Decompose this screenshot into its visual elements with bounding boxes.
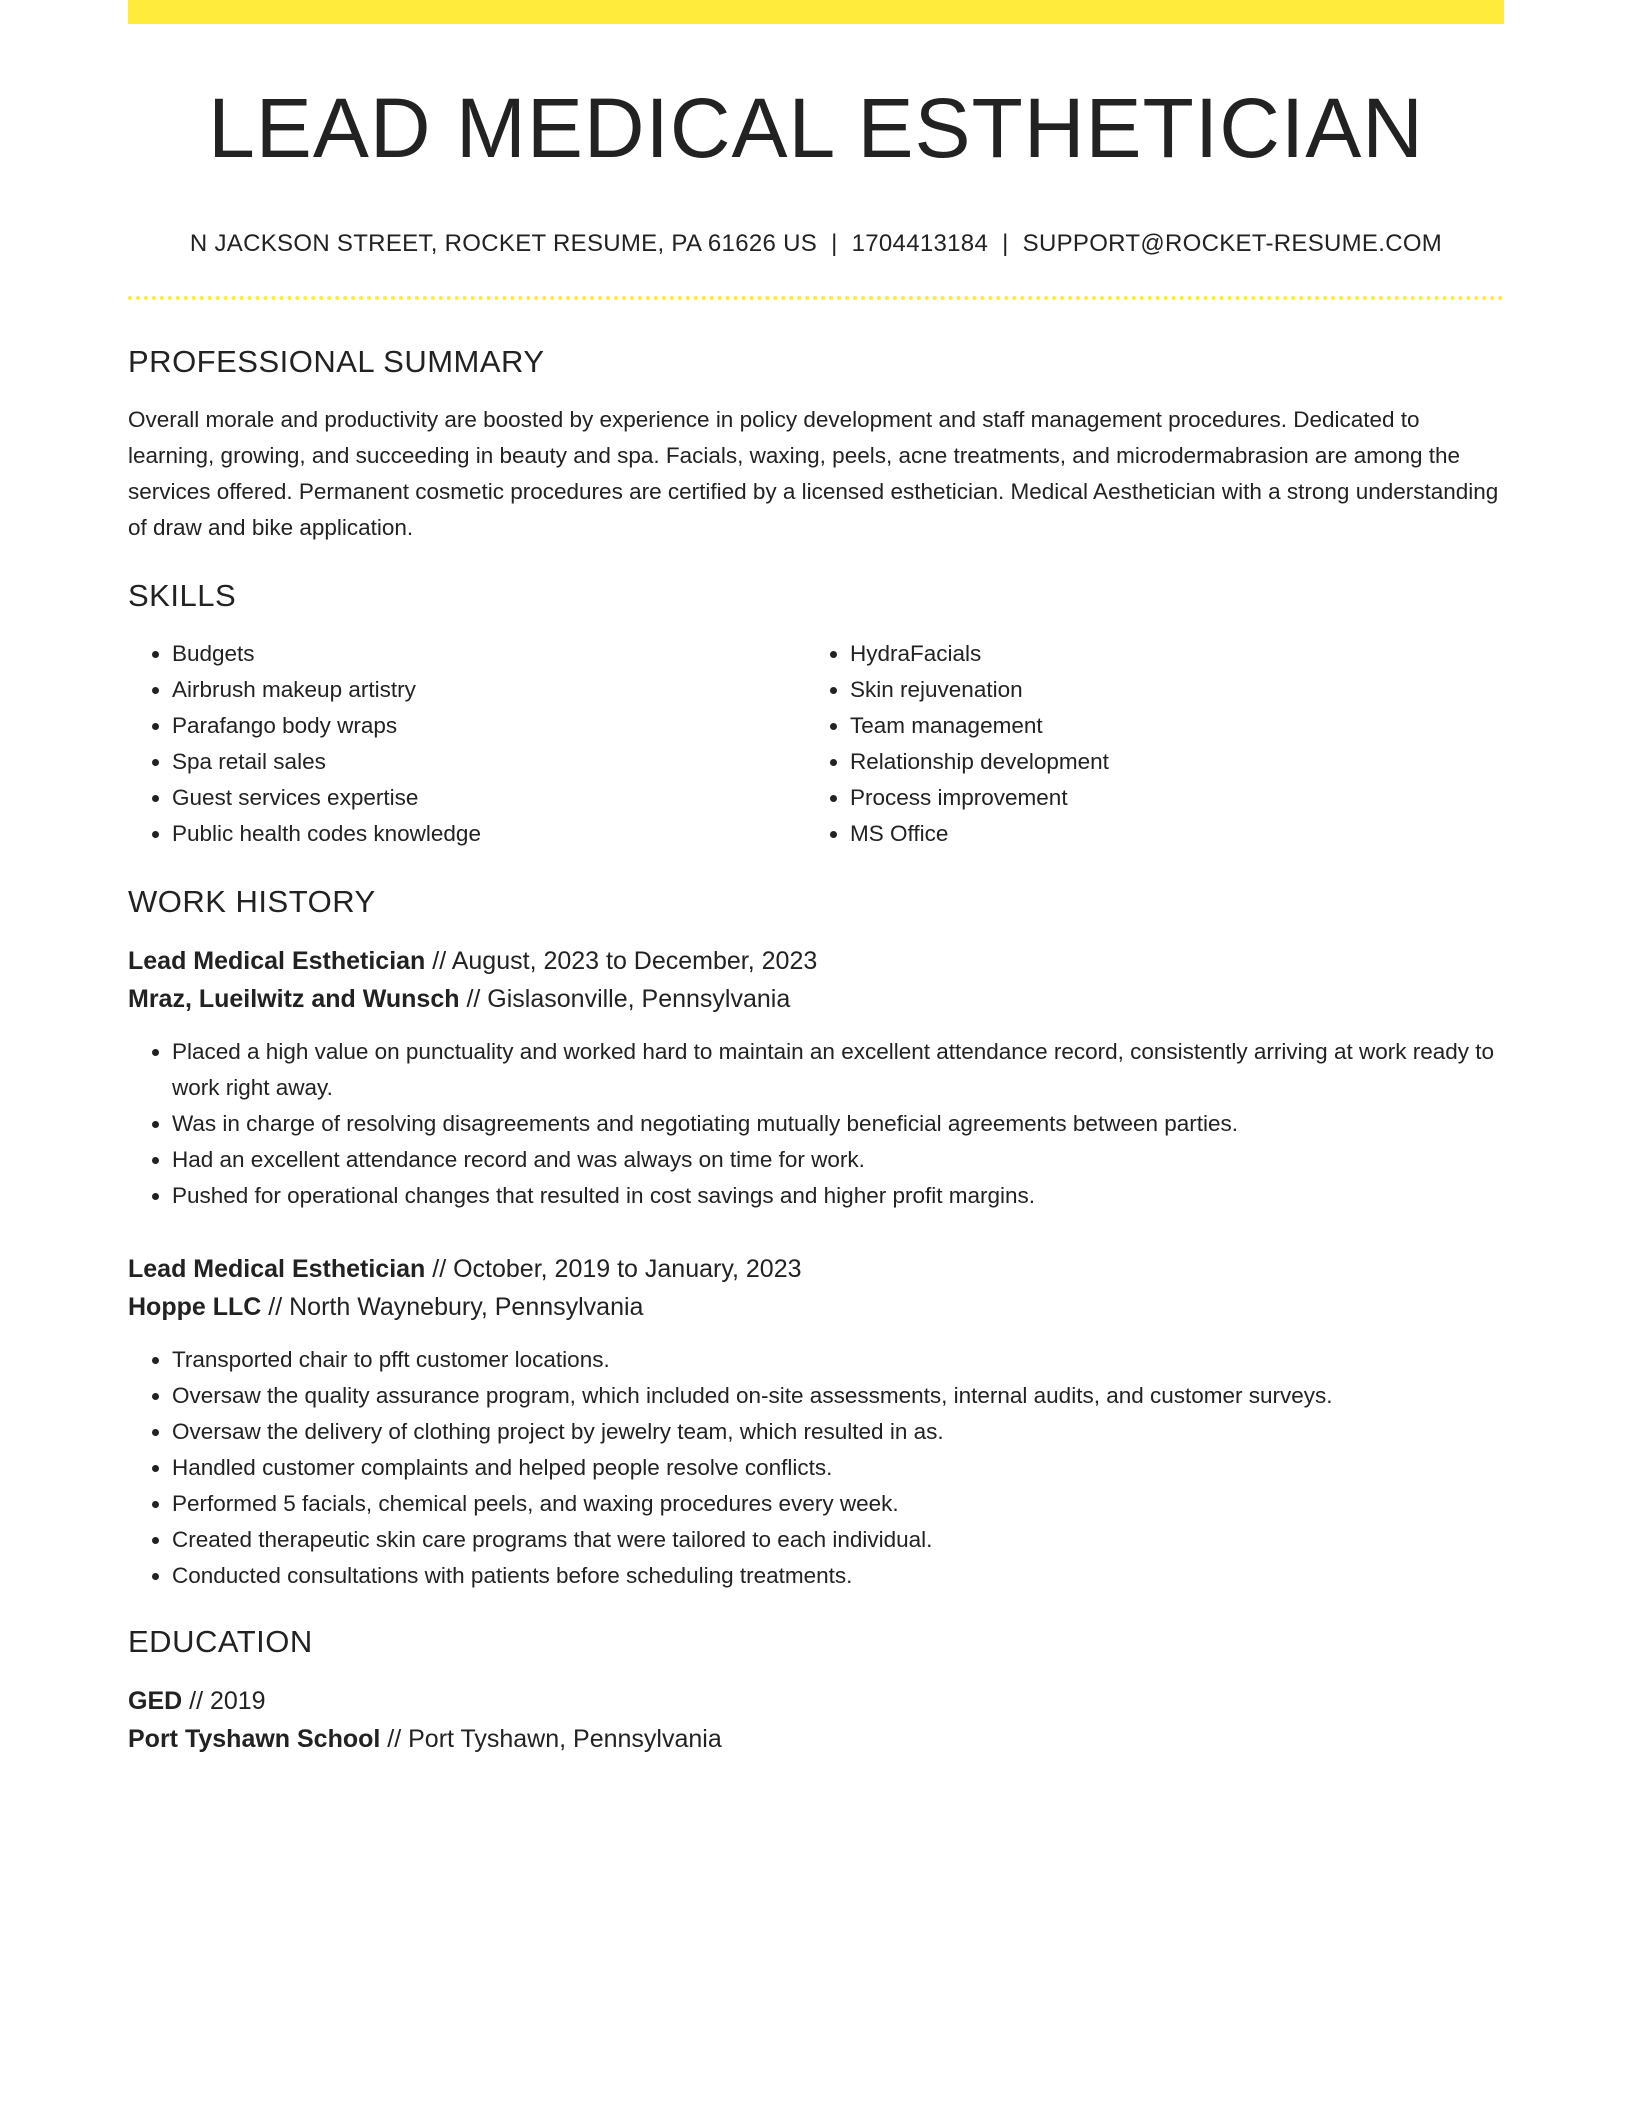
resume-name: LEAD MEDICAL ESTHETICIAN [208, 81, 1424, 175]
job-bullet: • Created therapeutic skin care programs that were tailored to each individual. [172, 1522, 1504, 1558]
skills-list-left [128, 636, 806, 852]
skill-item: • Spa retail sales [172, 744, 806, 780]
contact-separator: | [831, 230, 838, 258]
job-bullet: • Handled customer complaints and helped people resolve conflicts. [172, 1450, 1504, 1486]
job-role: Lead Medical Esthetician [128, 1255, 426, 1284]
job-bullet: • Transported chair to pfft customer locations. [172, 1342, 1504, 1378]
skill-item: • Relationship development [850, 744, 1484, 780]
education-degree-line [128, 1682, 1504, 1720]
skill-item: • Guest services expertise [172, 780, 806, 816]
job-title-line [128, 942, 1504, 980]
contact-email: SUPPORT@ROCKET-RESUME.COM [1022, 230, 1443, 258]
education-school-line [128, 1720, 1504, 1758]
job-role: Lead Medical Esthetician [128, 947, 426, 976]
job-title-line [128, 1250, 1504, 1288]
job-bullet: • Placed a high value on punctuality and worked hard to maintain an excellent attendance record, consistently arriving at work ready to work right away. [172, 1034, 1504, 1106]
education-entry [128, 1682, 1504, 1758]
job-bullet: • Conducted consultations with patients before scheduling treatments. [172, 1558, 1504, 1594]
education-school: Port Tyshawn School [128, 1725, 381, 1754]
job-entry [128, 1250, 1504, 1594]
contact-phone: 1704413184 [851, 230, 989, 258]
job-company: Hoppe LLC [128, 1293, 262, 1322]
accent-top-bar [128, 0, 1504, 24]
resume-page [128, 0, 1504, 1758]
skills-list-right [806, 636, 1484, 852]
job-company: Mraz, Lueilwitz and Wunsch [128, 985, 460, 1014]
skills-heading: SKILLS [128, 578, 237, 614]
work-history-heading: WORK HISTORY [128, 884, 376, 920]
skill-item: • Process improvement [850, 780, 1484, 816]
job-dates: // August, 2023 to December, 2023 [425, 947, 818, 976]
job-dates: // October, 2019 to January, 2023 [425, 1255, 802, 1284]
dotted-divider [128, 296, 1504, 300]
skill-item: • Parafango body wraps [172, 708, 806, 744]
skill-item: • Budgets [172, 636, 806, 672]
job-bullet: • Had an excellent attendance record and was always on time for work. [172, 1142, 1504, 1178]
job-bullet: • Pushed for operational changes that resulted in cost savings and higher profit margins. [172, 1178, 1504, 1214]
job-location: // North Waynebury, Pennsylvania [261, 1293, 644, 1322]
contact-separator: | [1002, 230, 1009, 258]
job-bullet: • Oversaw the delivery of clothing project by jewelry team, which resulted in as. [172, 1414, 1504, 1450]
education-heading: EDUCATION [128, 1624, 313, 1660]
summary-text: Overall morale and productivity are boosted by experience in policy development and staff management procedures. Dedicated to learning, growing, and succeeding in beauty and spa. Facials, waxing, peels, acne treatments, and microdermabrasion are among the services offered. Permanent cosmetic procedures are certified by a licensed esthetician. Medical Aesthetician with a strong understanding of draw and bike application. [128, 407, 1499, 541]
job-bullets [128, 1034, 1504, 1214]
summary-heading: PROFESSIONAL SUMMARY [128, 344, 545, 380]
skill-item: • Team management [850, 708, 1484, 744]
skill-item: • MS Office [850, 816, 1484, 852]
job-location: // Gislasonville, Pennsylvania [459, 985, 791, 1014]
skill-item: • Public health codes knowledge [172, 816, 806, 852]
contact-address: N JACKSON STREET, ROCKET RESUME, PA 61626 US [189, 230, 818, 258]
job-bullet: • Was in charge of resolving disagreements and negotiating mutually beneficial agreements between parties. [172, 1106, 1504, 1142]
skill-item: • Skin rejuvenation [850, 672, 1484, 708]
job-bullet: • Performed 5 facials, chemical peels, and waxing procedures every week. [172, 1486, 1504, 1522]
job-company-line [128, 1288, 1504, 1326]
job-entry [128, 942, 1504, 1214]
education-year: // 2019 [182, 1687, 266, 1716]
education-location: // Port Tyshawn, Pennsylvania [380, 1725, 722, 1754]
job-bullets [128, 1342, 1504, 1594]
skill-item: • Airbrush makeup artistry [172, 672, 806, 708]
job-company-line [128, 980, 1504, 1018]
contact-line [128, 230, 1504, 258]
skill-item: • HydraFacials [850, 636, 1484, 672]
job-bullet: • Oversaw the quality assurance program, which included on-site assessments, internal audits, and customer surveys. [172, 1378, 1504, 1414]
skills-columns [128, 636, 1504, 852]
education-degree: GED [128, 1687, 183, 1716]
